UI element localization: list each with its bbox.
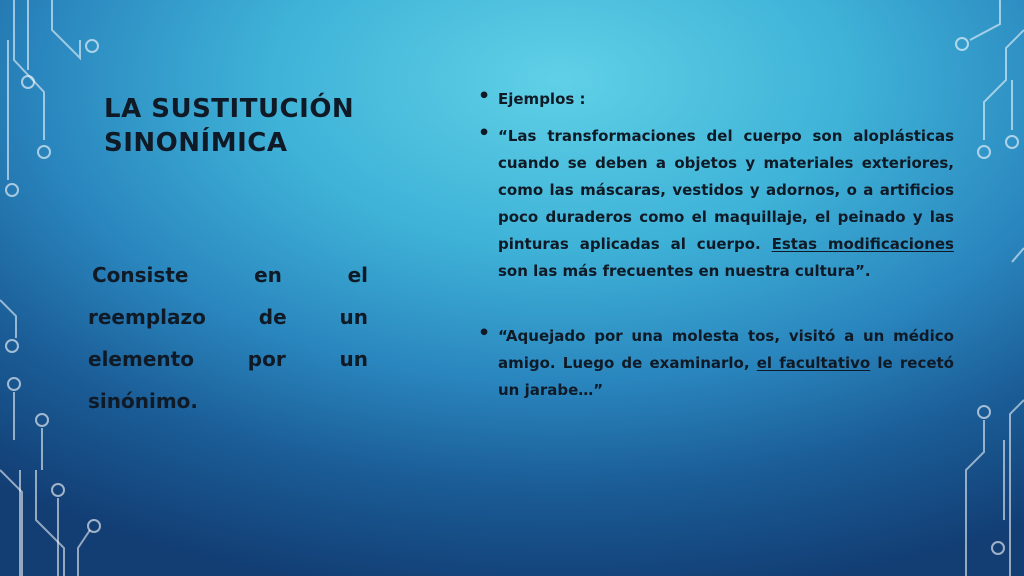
bullet-text: son las más frecuentes en nuestra cultura”. — [498, 262, 871, 280]
circuit-node — [22, 76, 34, 88]
circuit-line — [1012, 248, 1024, 262]
circuit-line — [966, 420, 984, 576]
examples-list — [478, 86, 954, 404]
circuit-node — [86, 40, 98, 52]
bullet-text: “Aquejado por una molesta tos, visitó a un médico amigo. Luego de examinarlo, — [498, 327, 954, 372]
circuit-node — [992, 542, 1004, 554]
bullet-text: “Las transformaciones del cuerpo son aloplásticas cuando se deben a objetos y materiales exteriores, como las máscaras, vestidos y adornos, o a artificios poco duraderos como el maquillaje, el peinado y las pinturas aplicadas al cuerpo. — [498, 127, 954, 253]
circuit-node — [978, 406, 990, 418]
circuit-line — [0, 300, 16, 338]
circuit-node — [1006, 136, 1018, 148]
bullet-text: Ejemplos : — [498, 90, 586, 108]
definition-text: Consiste en el reemplazo de un elemento por un sinónimo. — [88, 263, 368, 413]
circuit-node — [38, 146, 50, 158]
circuit-line — [1010, 400, 1024, 576]
list-item — [478, 86, 954, 113]
circuit-line — [36, 470, 64, 576]
underlined-phrase: el facultativo — [756, 354, 871, 372]
title-line: SINONÍMICA — [104, 128, 288, 158]
circuit-line — [52, 0, 80, 58]
circuit-node — [6, 184, 18, 196]
list-item — [478, 123, 954, 285]
circuit-line — [0, 470, 22, 576]
slide-title — [104, 92, 404, 160]
circuit-node — [52, 484, 64, 496]
circuit-node — [36, 414, 48, 426]
circuit-line — [78, 530, 90, 576]
circuit-line — [984, 30, 1024, 140]
circuit-node — [978, 146, 990, 158]
circuit-node — [6, 340, 18, 352]
title-line: LA SUSTITUCIÓN — [104, 94, 355, 124]
list-item — [478, 323, 954, 404]
circuit-node — [8, 378, 20, 390]
circuit-node — [956, 38, 968, 50]
bullet-text: le recetó un jarabe…” — [498, 354, 954, 399]
underlined-phrase: Estas modificaciones — [771, 235, 954, 253]
circuit-node — [88, 520, 100, 532]
circuit-line — [970, 0, 1000, 40]
